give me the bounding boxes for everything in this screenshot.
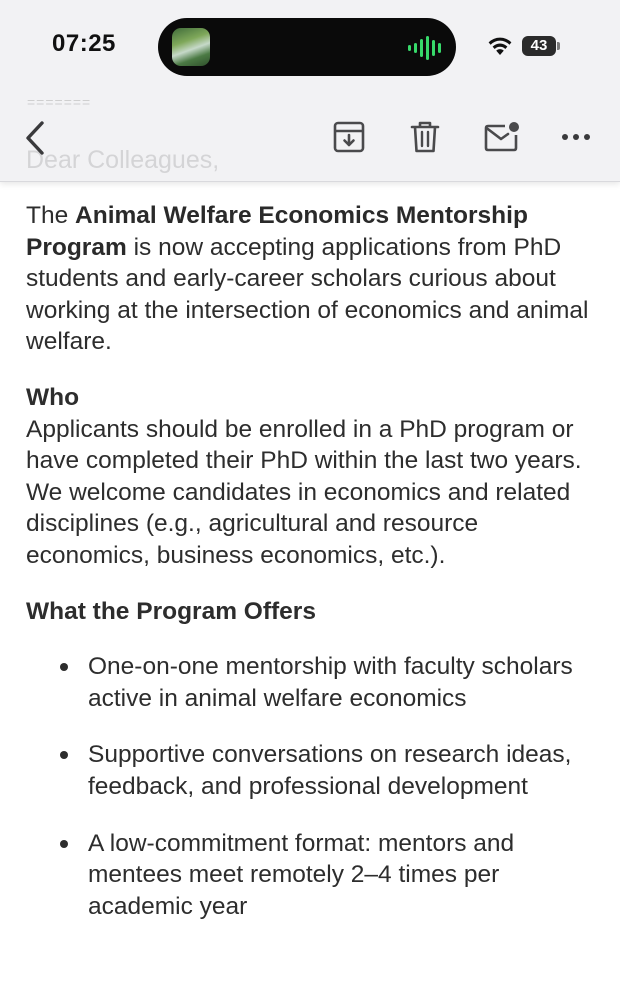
offer-text: One-on-one mentorship with faculty scholars active in animal welfare economics [88, 653, 573, 712]
email-body [26, 200, 600, 947]
back-button[interactable] [20, 118, 50, 158]
status-time: 07:25 [52, 30, 116, 57]
battery-indicator: 43 [522, 36, 556, 56]
list-item [26, 828, 600, 923]
audio-waveform-icon [408, 36, 444, 60]
archive-button[interactable] [330, 118, 368, 156]
more-icon [561, 133, 591, 141]
delete-button[interactable] [406, 118, 444, 156]
program-name: Animal Welfare Economics Mentorship Program [26, 202, 528, 261]
now-playing-artwork [172, 28, 210, 66]
who-heading: Who [26, 383, 80, 411]
who-paragraph: Applicants should be enrolled in a PhD program or have completed their PhD within the last two years. We welcome candidates in economics and related disciplines (e.g., agricultural and resource economics, business economics, etc.). [26, 415, 582, 569]
list-item [26, 651, 600, 714]
battery-cap [557, 42, 560, 50]
back-chevron-icon [24, 120, 46, 156]
intro-rest: is now accepting applications from PhD students and early-career scholars curious about working at the intersection of economics and animal welfare. [26, 233, 589, 356]
wifi-icon [486, 34, 514, 56]
ghost-separator: ======= [27, 94, 92, 110]
offer-text: A low-commitment format: mentors and mentees meet remotely 2–4 times per academic year [88, 829, 515, 920]
offer-text: Supportive conversations on research ideas, feedback, and professional development [88, 741, 572, 800]
offers-heading: What the Program Offers [26, 597, 316, 625]
archive-icon [332, 120, 366, 154]
mark-unread-button[interactable] [482, 118, 522, 156]
bullet-icon [60, 663, 68, 671]
top-toolbar [0, 0, 620, 182]
intro-paragraph [26, 200, 600, 358]
list-item [26, 739, 600, 802]
intro-prefix: The [26, 202, 76, 229]
bullet-icon [60, 840, 68, 848]
trash-icon [410, 120, 440, 154]
scrolled-greeting: Dear Colleagues, [26, 146, 220, 174]
offers-list [26, 651, 600, 922]
bullet-icon [60, 751, 68, 759]
mark-unread-icon [483, 120, 521, 154]
more-button[interactable] [558, 122, 594, 152]
